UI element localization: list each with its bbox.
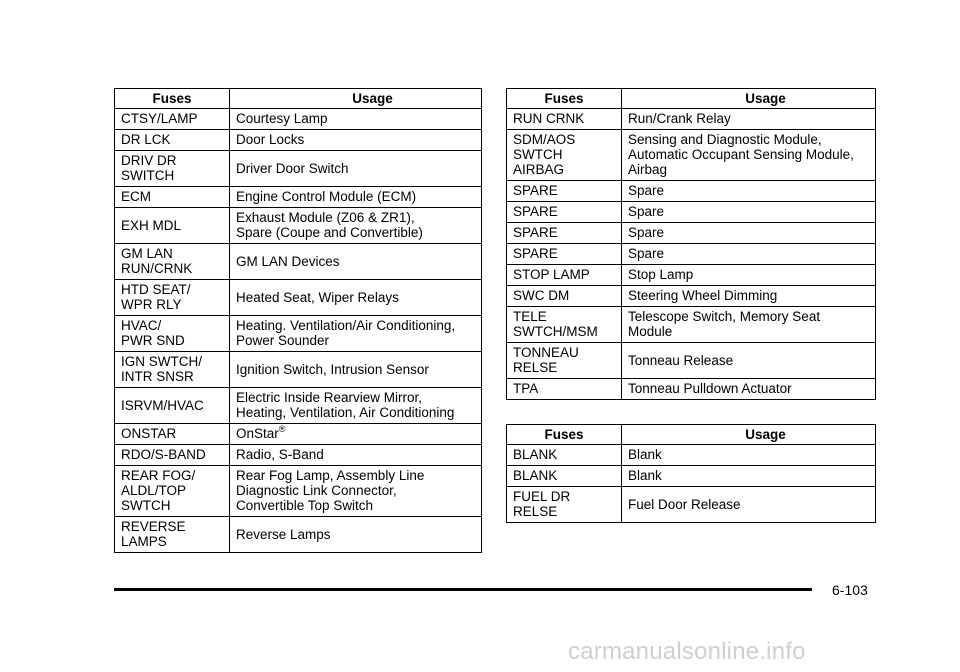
fuse-usage-cell xyxy=(230,388,482,424)
fuse-name-cell: BLANK xyxy=(507,466,622,487)
fuse-usage-cell xyxy=(622,286,876,307)
usage-text: Steering Wheel Dimming xyxy=(628,288,778,303)
fuse-name-cell: REAR FOG/ ALDL/TOP SWTCH xyxy=(115,466,230,517)
table-row xyxy=(507,379,876,400)
table-header-row xyxy=(115,89,482,109)
table-row xyxy=(507,286,876,307)
usage-header: Usage xyxy=(230,89,482,109)
fuse-name-cell: ONSTAR xyxy=(115,424,230,445)
fuse-usage-cell xyxy=(230,244,482,280)
fuse-usage-cell xyxy=(622,307,876,343)
fuse-name-cell: HVAC/ PWR SND xyxy=(115,316,230,352)
table-row xyxy=(507,445,876,466)
usage-text: Heating. Ventilation/Air Conditioning, Power Sounder xyxy=(236,318,456,348)
fuses-header: Fuses xyxy=(115,89,230,109)
table-row xyxy=(115,244,482,280)
fuse-usage-cell xyxy=(230,517,482,553)
fuse-usage-cell xyxy=(622,265,876,286)
fuse-usage-cell xyxy=(622,109,876,130)
usage-text: Reverse Lamps xyxy=(236,526,331,542)
registered-mark: ® xyxy=(278,424,286,434)
fuse-name-cell: SDM/AOS SWTCH AIRBAG xyxy=(507,130,622,181)
usage-header: Usage xyxy=(622,89,876,109)
fuse-name-cell: SPARE xyxy=(507,202,622,223)
table-row xyxy=(115,388,482,424)
footer-rule xyxy=(114,588,812,591)
fuse-usage-cell xyxy=(230,352,482,388)
usage-text: Rear Fog Lamp, Assembly Line Diagnostic Link Connector, Convertible Top Switch xyxy=(236,468,425,513)
fuse-name-cell: SPARE xyxy=(507,181,622,202)
fuse-name-cell: ECM xyxy=(115,187,230,208)
usage-text: Spare xyxy=(628,183,665,198)
page-number: 6-103 xyxy=(832,582,868,598)
watermark: carmanualsonline.info xyxy=(568,638,806,665)
usage-text: Spare xyxy=(628,204,665,219)
table-row xyxy=(507,109,876,130)
usage-text: Tonneau Pulldown Actuator xyxy=(628,381,792,396)
usage-text: Run/Crank Relay xyxy=(628,111,731,126)
fuse-name-cell: TONNEAU RELSE xyxy=(507,343,622,379)
table-row xyxy=(115,316,482,352)
fuse-usage-cell xyxy=(230,445,482,466)
fuse-usage-cell xyxy=(622,466,876,487)
usage-text: Blank xyxy=(628,447,662,462)
table-row xyxy=(115,280,482,316)
usage-text: Blank xyxy=(628,468,662,483)
usage-text: Telescope Switch, Memory Seat Module xyxy=(628,309,821,339)
table-row xyxy=(507,265,876,286)
table-row xyxy=(115,187,482,208)
fuse-name-cell: CTSY/LAMP xyxy=(115,109,230,130)
fuse-usage-cell xyxy=(622,181,876,202)
fuse-name-cell: ISRVM/HVAC xyxy=(115,388,230,424)
usage-text: Electric Inside Rearview Mirror, Heating, Ventilation, Air Conditioning xyxy=(236,390,455,420)
usage-text: Radio, S-Band xyxy=(236,447,324,462)
usage-text: Spare xyxy=(628,246,665,261)
usage-text: Tonneau Release xyxy=(628,352,734,368)
table-row xyxy=(507,202,876,223)
fuse-usage-cell xyxy=(230,109,482,130)
fuse-name-cell: DRIV DR SWITCH xyxy=(115,151,230,187)
fuse-name-cell: SPARE xyxy=(507,244,622,265)
fuse-name-cell: DR LCK xyxy=(115,130,230,151)
usage-text: Stop Lamp xyxy=(628,267,694,282)
fuse-table-left xyxy=(114,88,482,553)
fuse-usage-cell xyxy=(622,343,876,379)
usage-text: Door Locks xyxy=(236,132,305,147)
fuse-name-cell: STOP LAMP xyxy=(507,265,622,286)
fuse-name-cell: BLANK xyxy=(507,445,622,466)
table-header-row xyxy=(507,89,876,109)
usage-text: Courtesy Lamp xyxy=(236,111,328,126)
table-row xyxy=(507,487,876,523)
table-row xyxy=(115,445,482,466)
table-row xyxy=(115,109,482,130)
fuse-name-cell: SWC DM xyxy=(507,286,622,307)
fuse-usage-cell xyxy=(622,379,876,400)
fuse-name-cell: TELE SWTCH/MSM xyxy=(507,307,622,343)
fuse-usage-cell xyxy=(622,445,876,466)
table-row xyxy=(115,424,482,445)
fuse-usage-cell xyxy=(622,223,876,244)
table-row xyxy=(507,244,876,265)
usage-text: Ignition Switch, Intrusion Sensor xyxy=(236,361,429,377)
table-row xyxy=(115,517,482,553)
fuse-usage-cell xyxy=(230,130,482,151)
fuse-usage-cell xyxy=(230,187,482,208)
fuse-name-cell: FUEL DR RELSE xyxy=(507,487,622,523)
fuse-usage-cell xyxy=(622,202,876,223)
fuse-usage-cell xyxy=(230,208,482,244)
table-row xyxy=(507,466,876,487)
usage-text: OnStar xyxy=(236,426,279,441)
table-row xyxy=(507,307,876,343)
table-row xyxy=(115,466,482,517)
table-row xyxy=(115,151,482,187)
usage-text: Sensing and Diagnostic Module, Automatic Occupant Sensing Module, Airbag xyxy=(628,132,854,177)
usage-text: Exhaust Module (Z06 & ZR1), Spare (Coupe and Convertible) xyxy=(236,210,423,240)
fuses-header: Fuses xyxy=(507,425,622,445)
fuse-name-cell: RDO/S-BAND xyxy=(115,445,230,466)
fuse-usage-cell xyxy=(230,280,482,316)
table-row xyxy=(115,208,482,244)
usage-header: Usage xyxy=(622,425,876,445)
fuse-usage-cell xyxy=(622,244,876,265)
fuse-usage-cell xyxy=(230,466,482,517)
fuse-usage-cell xyxy=(230,316,482,352)
fuse-name-cell: SPARE xyxy=(507,223,622,244)
table-row xyxy=(507,343,876,379)
table-row xyxy=(115,352,482,388)
usage-text: Spare xyxy=(628,225,665,240)
fuse-name-cell: GM LAN RUN/CRNK xyxy=(115,244,230,280)
fuse-usage-cell xyxy=(230,151,482,187)
table-row xyxy=(507,181,876,202)
fuse-name-cell: EXH MDL xyxy=(115,208,230,244)
fuse-name-cell: RUN CRNK xyxy=(507,109,622,130)
table-row xyxy=(507,223,876,244)
fuse-name-cell: HTD SEAT/ WPR RLY xyxy=(115,280,230,316)
fuse-usage-cell xyxy=(622,487,876,523)
usage-text: GM LAN Devices xyxy=(236,253,340,269)
table-row xyxy=(115,130,482,151)
table-header-row xyxy=(507,425,876,445)
fuse-table-right-bottom xyxy=(506,424,876,523)
usage-text: Fuel Door Release xyxy=(628,496,741,512)
fuse-table-right-top xyxy=(506,88,876,400)
usage-text: Driver Door Switch xyxy=(236,160,349,176)
usage-text: Heated Seat, Wiper Relays xyxy=(236,289,399,305)
table-row xyxy=(507,130,876,181)
fuse-usage-cell xyxy=(230,424,482,445)
fuse-name-cell: TPA xyxy=(507,379,622,400)
fuses-header: Fuses xyxy=(507,89,622,109)
usage-text: Engine Control Module (ECM) xyxy=(236,189,417,204)
fuse-name-cell: REVERSE LAMPS xyxy=(115,517,230,553)
fuse-name-cell: IGN SWTCH/ INTR SNSR xyxy=(115,352,230,388)
fuse-usage-cell xyxy=(622,130,876,181)
